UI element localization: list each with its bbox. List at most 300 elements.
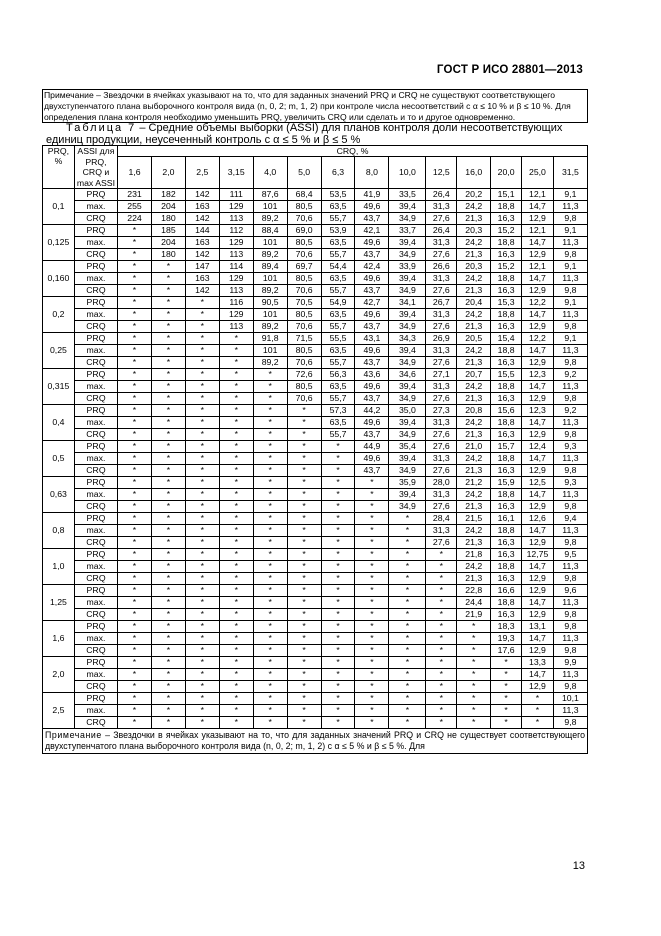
table-cell: 111 [219, 189, 253, 201]
table-row [43, 237, 588, 249]
table-cell: 21,3 [457, 465, 491, 477]
table-cell: * [253, 705, 287, 717]
table-cell: 9,8 [553, 357, 587, 369]
table-cell: 24,2 [457, 201, 491, 213]
table-cell: * [355, 561, 389, 573]
row-label: PRQ [74, 297, 117, 309]
table-cell: * [118, 453, 152, 465]
table-cell: 163 [185, 201, 219, 213]
table-cell: * [118, 297, 152, 309]
table-cell: 16,3 [491, 357, 522, 369]
prq-group-cell: 1,25 [43, 585, 75, 621]
table-cell: 16,3 [491, 609, 522, 621]
row-label: max. [74, 273, 117, 285]
table-cell: * [219, 357, 253, 369]
table-cell: 24,2 [457, 417, 491, 429]
table-cell: * [185, 525, 219, 537]
table-cell: * [389, 717, 426, 729]
table-cell: 182 [151, 189, 185, 201]
row-label: max. [74, 489, 117, 501]
row-label: PRQ [74, 549, 117, 561]
table-cell: 101 [253, 345, 287, 357]
table-cell: * [253, 549, 287, 561]
table-cell: 142 [185, 285, 219, 297]
table-cell: * [219, 405, 253, 417]
table-cell: * [151, 489, 185, 501]
table-cell: 14,7 [522, 417, 554, 429]
prq-group-cell: 0,315 [43, 369, 75, 405]
table-cell: * [355, 525, 389, 537]
table-cell: * [355, 681, 389, 693]
table-cell: 27,6 [426, 357, 457, 369]
table-cell: * [185, 393, 219, 405]
table-cell: * [185, 369, 219, 381]
row-label: CRQ [74, 285, 117, 297]
table-cell: * [219, 381, 253, 393]
table-row [43, 369, 588, 381]
table-cell: 55,7 [321, 249, 355, 261]
table-cell: * [219, 585, 253, 597]
table-row [43, 609, 588, 621]
table-cell: * [253, 597, 287, 609]
table-cell: * [219, 621, 253, 633]
table-cell: * [389, 585, 426, 597]
table-cell: 12,9 [522, 537, 554, 549]
table-cell: * [185, 597, 219, 609]
table-cell: * [151, 645, 185, 657]
table-row [43, 333, 588, 345]
row-label: max. [74, 381, 117, 393]
table-cell: 12,9 [522, 321, 554, 333]
table-row [43, 249, 588, 261]
table-cell: 15,4 [491, 333, 522, 345]
table-cell: * [287, 645, 321, 657]
table-cell: * [118, 669, 152, 681]
table-cell: 11,3 [553, 201, 587, 213]
table-cell: 42,7 [355, 297, 389, 309]
table-cell: 12,75 [522, 549, 554, 561]
table-cell: * [185, 717, 219, 729]
table-cell: 12,9 [522, 285, 554, 297]
table-cell: * [426, 561, 457, 573]
table-cell: * [185, 513, 219, 525]
table-row [43, 393, 588, 405]
row-label: PRQ [74, 513, 117, 525]
table-cell: * [287, 549, 321, 561]
table-cell: * [355, 633, 389, 645]
table-cell: 12,9 [522, 609, 554, 621]
table-cell: * [118, 357, 152, 369]
table-cell: 9,8 [553, 249, 587, 261]
row-label: max. [74, 345, 117, 357]
table-cell: 43,7 [355, 321, 389, 333]
table-cell: 18,8 [491, 201, 522, 213]
table-cell: * [522, 693, 554, 705]
crq-value-header: 2,5 [185, 157, 219, 189]
table-cell: * [321, 453, 355, 465]
table-cell: 11,3 [553, 237, 587, 249]
table-cell: * [321, 609, 355, 621]
table-cell: * [287, 621, 321, 633]
table-row [43, 537, 588, 549]
table-cell: 21,3 [457, 393, 491, 405]
table-cell: 16,6 [491, 585, 522, 597]
table-cell: 16,3 [491, 285, 522, 297]
table-cell: * [219, 561, 253, 573]
table-cell: 80,5 [287, 201, 321, 213]
row-label: CRQ [74, 573, 117, 585]
prq-group-cell: 0,63 [43, 477, 75, 513]
prq-group-cell: 0,2 [43, 297, 75, 333]
table-cell: 15,2 [491, 225, 522, 237]
table-cell: 27,6 [426, 429, 457, 441]
row-label: CRQ [74, 357, 117, 369]
table-cell: 63,5 [321, 417, 355, 429]
table-cell: * [185, 681, 219, 693]
table-cell: 113 [219, 285, 253, 297]
table-cell: * [185, 357, 219, 369]
table-cell: 16,3 [491, 429, 522, 441]
table-cell: 142 [185, 189, 219, 201]
table-cell: 20,5 [457, 333, 491, 345]
crq-value-header: 3,15 [219, 157, 253, 189]
table-cell: 18,8 [491, 561, 522, 573]
table-caption [42, 122, 591, 146]
table-cell: * [457, 645, 491, 657]
table-cell: * [118, 345, 152, 357]
table-cell: * [321, 657, 355, 669]
table-cell: 16,3 [491, 465, 522, 477]
table-cell: 20,3 [457, 225, 491, 237]
table-cell: * [185, 297, 219, 309]
table-cell: * [355, 477, 389, 489]
table-cell: * [185, 645, 219, 657]
table-cell: * [118, 429, 152, 441]
table-cell: 63,5 [321, 381, 355, 393]
table-cell: * [118, 501, 152, 513]
table-cell: * [118, 309, 152, 321]
table-cell: * [185, 561, 219, 573]
table-cell: 49,6 [355, 417, 389, 429]
table-cell: 12,1 [522, 189, 554, 201]
table-cell: * [185, 345, 219, 357]
table-cell: 27,6 [426, 465, 457, 477]
prq-group-cell: 2,5 [43, 693, 75, 729]
row-label: max. [74, 561, 117, 573]
table-row [43, 465, 588, 477]
table-cell: * [457, 693, 491, 705]
top-note-line: Примечание – Звездочки в ячейках указывают на то, что для заданных значений PRQ и CRQ не существуют соответствующего [44, 90, 556, 100]
table-cell: * [151, 669, 185, 681]
table-cell: * [118, 681, 152, 693]
table-cell: 11,3 [553, 273, 587, 285]
table-cell: 44,2 [355, 405, 389, 417]
table-cell: * [321, 597, 355, 609]
table-cell: * [118, 537, 152, 549]
table-cell: 116 [219, 297, 253, 309]
prq-group-cell: 1,0 [43, 549, 75, 585]
table-cell: * [491, 705, 522, 717]
table-cell: 142 [185, 213, 219, 225]
table-cell: 9,8 [553, 621, 587, 633]
table-cell: 147 [185, 261, 219, 273]
table-cell: * [457, 681, 491, 693]
table-caption-line2: единиц продукции, неусеченный контроль с α ≤ 5 % и β ≤ 5 % [46, 134, 361, 146]
table-cell: * [151, 429, 185, 441]
table-cell: 54,9 [321, 297, 355, 309]
table-cell: 43,6 [355, 369, 389, 381]
table-cell: 9,8 [553, 645, 587, 657]
table-cell: 14,7 [522, 381, 554, 393]
table-cell: * [118, 381, 152, 393]
table-cell: 89,2 [253, 321, 287, 333]
table-cell: 34,9 [389, 429, 426, 441]
prq-group-cell: 0,5 [43, 441, 75, 477]
table-cell: 21,3 [457, 213, 491, 225]
table-cell: * [219, 393, 253, 405]
table-cell: 89,2 [253, 285, 287, 297]
table-cell: * [426, 669, 457, 681]
table-cell: 11,3 [553, 705, 587, 717]
table-cell: * [185, 501, 219, 513]
table-cell: * [185, 609, 219, 621]
table-cell: 27,6 [426, 441, 457, 453]
table-cell: 34,9 [389, 501, 426, 513]
table-cell: * [118, 705, 152, 717]
table-cell: * [253, 669, 287, 681]
table-cell: 11,3 [553, 417, 587, 429]
crq-column-header: CRQ, % [118, 146, 588, 157]
table-cell: 21,3 [457, 285, 491, 297]
table-row [43, 381, 588, 393]
table-cell: * [253, 525, 287, 537]
table-cell: * [151, 573, 185, 585]
table-cell: 21,3 [457, 501, 491, 513]
table-cell: 31,3 [426, 309, 457, 321]
crq-value-header: 25,0 [522, 157, 554, 189]
table-cell: * [151, 261, 185, 273]
table-cell: * [389, 633, 426, 645]
row-label: PRQ [74, 585, 117, 597]
table-cell: 34,9 [389, 357, 426, 369]
table-cell: * [426, 609, 457, 621]
table-cell: * [118, 489, 152, 501]
row-label: max. [74, 309, 117, 321]
table-cell: * [185, 429, 219, 441]
table-cell: * [491, 669, 522, 681]
table-cell: * [253, 561, 287, 573]
table-cell: * [253, 657, 287, 669]
table-cell: * [287, 501, 321, 513]
table-cell: 24,2 [457, 525, 491, 537]
table-cell: 20,4 [457, 297, 491, 309]
table-cell: 34,9 [389, 465, 426, 477]
table-cell: * [355, 717, 389, 729]
table-row [43, 633, 588, 645]
table-cell: 43,7 [355, 429, 389, 441]
table-row [43, 693, 588, 705]
table-cell: 12,9 [522, 645, 554, 657]
table-cell: * [118, 693, 152, 705]
table-cell: 18,8 [491, 453, 522, 465]
crq-value-header: 12,5 [426, 157, 457, 189]
table-cell: * [118, 393, 152, 405]
table-cell: 13,3 [522, 657, 554, 669]
table-cell: * [151, 609, 185, 621]
table-row [43, 585, 588, 597]
table-cell: * [355, 537, 389, 549]
table-cell: 18,8 [491, 237, 522, 249]
table-cell: 31,3 [426, 417, 457, 429]
table-cell: 9,8 [553, 501, 587, 513]
table-cell: 14,7 [522, 561, 554, 573]
table-cell: 9,9 [553, 657, 587, 669]
table-row [43, 561, 588, 573]
table-cell: 24,2 [457, 489, 491, 501]
table-cell: * [185, 669, 219, 681]
table-cell: 43,7 [355, 285, 389, 297]
table-cell: 18,8 [491, 597, 522, 609]
table-cell: * [355, 513, 389, 525]
table-cell: * [151, 657, 185, 669]
table-cell: 129 [219, 309, 253, 321]
table-cell: 13,1 [522, 621, 554, 633]
table-cell: 34,3 [389, 333, 426, 345]
table-cell: 14,7 [522, 633, 554, 645]
table-cell: * [219, 705, 253, 717]
table-cell: 18,3 [491, 621, 522, 633]
table-cell: * [151, 525, 185, 537]
table-cell: 31,3 [426, 453, 457, 465]
table-cell: * [118, 525, 152, 537]
table-cell: 9,8 [553, 465, 587, 477]
table-cell: 12,9 [522, 249, 554, 261]
table-cell: * [151, 345, 185, 357]
row-label: CRQ [74, 249, 117, 261]
table-cell: * [253, 717, 287, 729]
table-cell: 129 [219, 201, 253, 213]
table-cell: * [151, 405, 185, 417]
table-cell: * [287, 693, 321, 705]
table-cell: * [355, 489, 389, 501]
table-row [43, 261, 588, 273]
table-cell: * [457, 669, 491, 681]
table-cell: * [219, 717, 253, 729]
table-cell: 63,5 [321, 273, 355, 285]
table-cell: * [151, 537, 185, 549]
table-cell: 27,1 [426, 369, 457, 381]
table-cell: 12,1 [522, 261, 554, 273]
row-label: PRQ [74, 333, 117, 345]
table-cell: * [321, 705, 355, 717]
table-cell: 49,6 [355, 345, 389, 357]
table-cell: 27,6 [426, 321, 457, 333]
table-cell: 35,4 [389, 441, 426, 453]
row-label: max. [74, 633, 117, 645]
table-cell: * [253, 609, 287, 621]
table-cell: 39,4 [389, 237, 426, 249]
table-cell: 24,2 [457, 381, 491, 393]
table-cell: * [253, 633, 287, 645]
table-row [43, 681, 588, 693]
table-cell: 9,1 [553, 189, 587, 201]
table-cell: 163 [185, 237, 219, 249]
table-cell: * [491, 681, 522, 693]
table-cell: 17,6 [491, 645, 522, 657]
row-label: CRQ [74, 465, 117, 477]
table-cell: * [287, 477, 321, 489]
table-cell: * [253, 537, 287, 549]
table-cell: 16,3 [491, 537, 522, 549]
table-cell: * [185, 657, 219, 669]
table-cell: * [151, 381, 185, 393]
table-cell: * [355, 585, 389, 597]
table-cell: 91,8 [253, 333, 287, 345]
table-cell: 89,2 [253, 213, 287, 225]
table-cell: * [287, 597, 321, 609]
table-cell: 204 [151, 201, 185, 213]
table-cell: 22,8 [457, 585, 491, 597]
table-cell: 11,3 [553, 669, 587, 681]
row-label: CRQ [74, 681, 117, 693]
table-cell: * [185, 453, 219, 465]
table-cell: 70,6 [287, 393, 321, 405]
table-cell: 21,9 [457, 609, 491, 621]
table-cell: * [355, 549, 389, 561]
table-cell: 33,9 [389, 261, 426, 273]
table-row [43, 669, 588, 681]
table-cell: 14,7 [522, 309, 554, 321]
table-cell: 57,3 [321, 405, 355, 417]
table-cell: 80,5 [287, 273, 321, 285]
table-cell: * [219, 609, 253, 621]
table-cell: * [287, 489, 321, 501]
table-cell: * [151, 333, 185, 345]
row-label: CRQ [74, 213, 117, 225]
table-cell: * [287, 669, 321, 681]
table-cell: 55,7 [321, 429, 355, 441]
table-row [43, 201, 588, 213]
crq-value-header: 6,3 [321, 157, 355, 189]
table-cell: * [151, 417, 185, 429]
table-cell: * [185, 465, 219, 477]
table-cell: 101 [253, 309, 287, 321]
table-row [43, 225, 588, 237]
table-row [43, 189, 588, 201]
bottom-note-text: – Звездочки в ячейках указывают на то, что для заданных значений PRQ и CRQ не существует соответствующего двухступенчатого плана выборочного контроля вида (n, 0, 2; m, 1, 2) с α ≤ 5 % и β ≤ 5 %. Для [45, 730, 585, 751]
table-caption-label: Таблица 7 [66, 122, 137, 134]
table-cell: * [287, 573, 321, 585]
table-cell: 15,3 [491, 297, 522, 309]
table-cell: * [321, 549, 355, 561]
table-cell: 14,7 [522, 669, 554, 681]
table-cell: 204 [151, 237, 185, 249]
table-cell: * [151, 453, 185, 465]
table-cell: 39,4 [389, 273, 426, 285]
prq-group-cell: 0,125 [43, 225, 75, 261]
crq-value-header: 4,0 [253, 157, 287, 189]
table-cell: 69,0 [287, 225, 321, 237]
table-cell: * [118, 285, 152, 297]
table-cell: * [118, 561, 152, 573]
table-cell: 49,6 [355, 201, 389, 213]
table-cell: * [151, 561, 185, 573]
table-cell: * [389, 573, 426, 585]
table-cell: * [287, 633, 321, 645]
table-cell: 53,9 [321, 225, 355, 237]
table-cell: 14,7 [522, 525, 554, 537]
table-cell: 27,3 [426, 405, 457, 417]
